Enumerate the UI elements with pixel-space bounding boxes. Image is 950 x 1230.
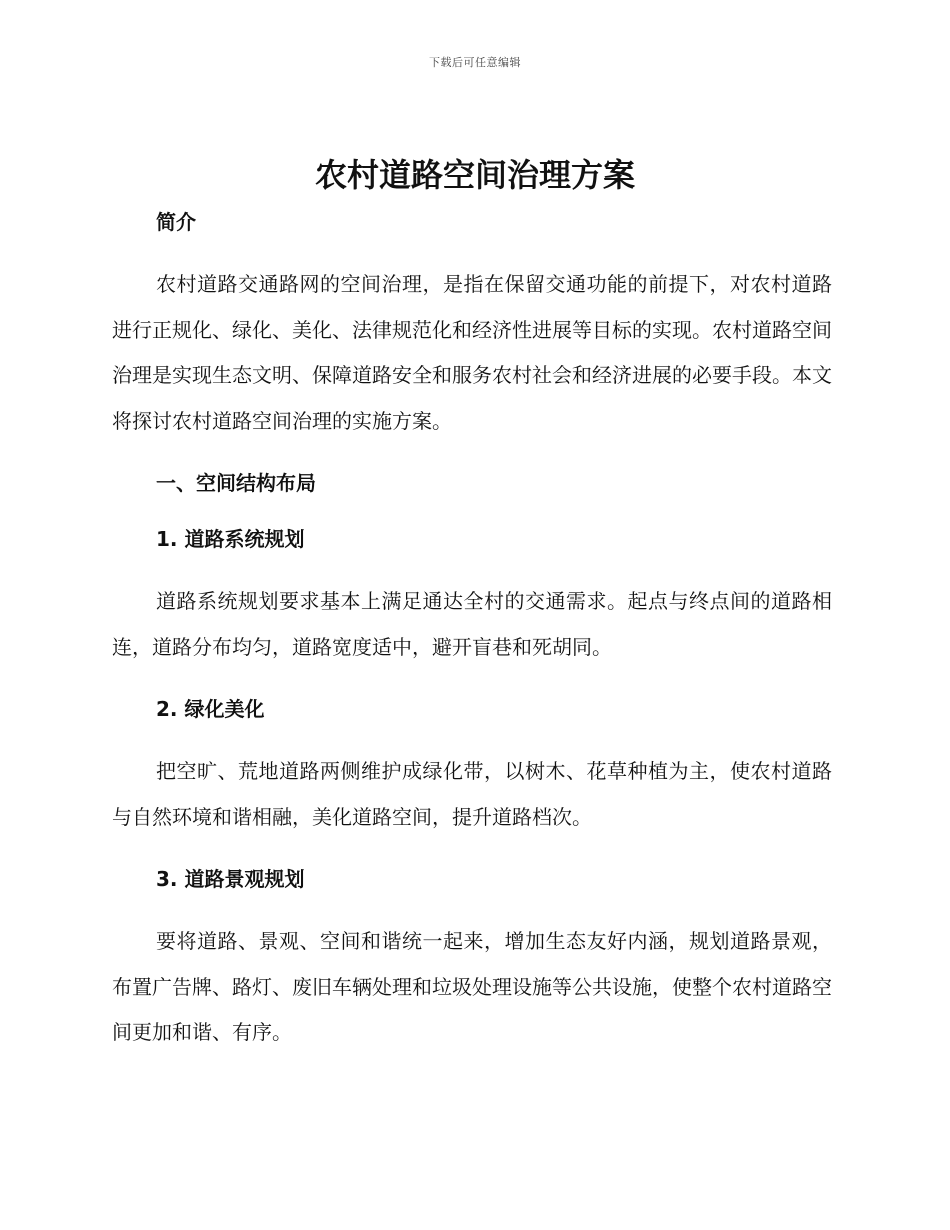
document-title: 农村道路空间治理方案 <box>314 156 635 194</box>
section-heading-intro: 简介 <box>156 210 196 234</box>
header-note: 下载后可任意编辑 <box>429 56 521 69</box>
section-heading-road-system: 1. 道路系统规划 <box>156 527 305 551</box>
section-heading-greening: 2. 绿化美化 <box>156 697 265 721</box>
section-paragraph-road-system: 道路系统规划要求基本上满足通达全村的交通需求。起点与终点间的道路相连，道路分布均匀，道路宽度适中，避开盲巷和死胡同。 <box>112 589 832 659</box>
section-heading-landscape: 3. 道路景观规划 <box>156 867 305 891</box>
section-heading-spatial-layout: 一、空间结构布局 <box>156 471 316 495</box>
section-paragraph-greening: 把空旷、荒地道路两侧维护成绿化带，以树木、花草种植为主，使农村道路与自然环境和谐相融，美化道路空间，提升道路档次。 <box>112 759 832 829</box>
section-paragraph-landscape: 要将道路、景观、空间和谐统一起来，增加生态友好内涵，规划道路景观，布置广告牌、路灯、废旧车辆处理和垃圾处理设施等公共设施，使整个农村道路空间更加和谐、有序。 <box>112 929 832 1044</box>
document-body <box>112 205 832 1056</box>
section-paragraph-intro: 农村道路交通路网的空间治理，是指在保留交通功能的前提下，对农村道路进行正规化、绿化、美化、法律规范化和经济性进展等目标的实现。农村道路空间治理是实现生态文明、保障道路安全和服务农村社会和经济进展的必要手段。本文将探讨农村道路空间治理的实施方案。 <box>112 272 832 433</box>
